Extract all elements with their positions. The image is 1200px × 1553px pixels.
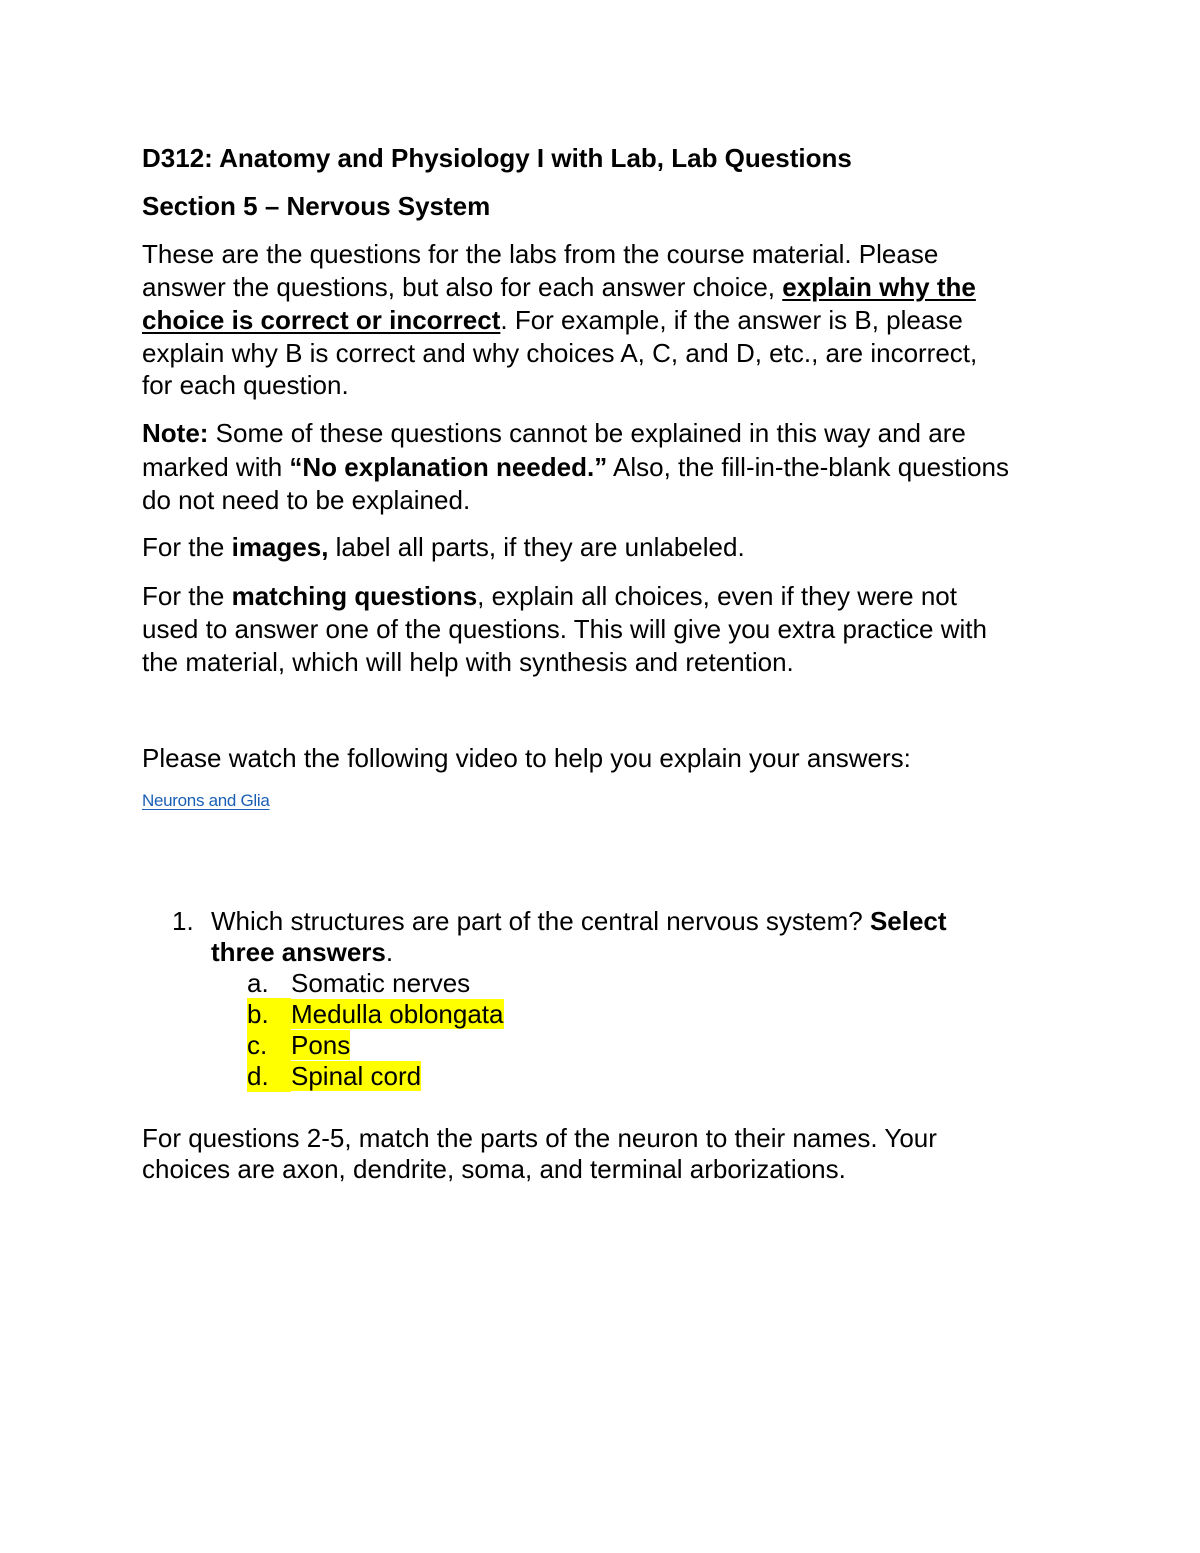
images-note [142,531,745,563]
option-c-letter: c. [247,1029,291,1061]
video-link[interactable]: Neurons and Glia [142,791,270,810]
note-emphasis: “No explanation needed.” [289,452,608,482]
video-prompt: Please watch the following video to help you explain your answers: [142,743,911,773]
images-note-emphasis: images, [231,532,329,562]
option-b-letter: b. [247,998,291,1030]
intro-line-4: explain why B is correct and why choices A, C, and D, etc., are incorrect, [142,338,978,368]
document-title: D312: Anatomy and Physiology I with Lab, Lab Questions [142,143,852,173]
note-line-1-text: Some of these questions cannot be explained in this way and are [208,418,966,448]
question-1-instruction-1: Select [869,906,947,936]
matching-intro-line-2: choices are axon, dendrite, soma, and terminal arborizations. [142,1154,846,1184]
matching-note-line-2: used to answer one of the questions. This will give you extra practice with [142,614,987,644]
intro-line-3-text: . For example, if the answer is B, please [500,305,963,335]
option-a-text: Somatic nerves [291,968,471,998]
intro-emphasis-2: choice is correct or incorrect [142,305,501,335]
matching-note-emphasis: matching questions [231,581,478,611]
option-c [247,1029,350,1061]
option-b-text: Medulla oblongata [291,999,504,1029]
option-d-text: Spinal cord [291,1061,422,1091]
note-line-1 [142,417,966,449]
option-a-letter: a. [247,968,269,998]
images-note-pre: For the [142,532,232,562]
intro-line-5: for each question. [142,370,349,400]
matching-note-line-1-post: , explain all choices, even if they were not [477,581,957,611]
intro-line-1: These are the questions for the labs from the course material. Please [142,239,939,269]
option-a [247,967,470,999]
note-line-2-post: Also, the fill-in-the-blank questions [607,452,1009,482]
note-line-3: do not need to be explained. [142,485,471,515]
option-c-text: Pons [291,1030,351,1060]
option-b [247,998,504,1030]
intro-emphasis-1: explain why the [782,272,976,302]
matching-note-line-1 [142,580,957,612]
question-1-instruction-2: three answers [211,937,386,967]
question-1-line-2 [211,936,393,968]
section-heading: Section 5 – Nervous System [142,191,491,221]
option-d [247,1060,421,1092]
question-1-number: 1. [172,906,194,936]
intro-line-2-text: answer the questions, but also for each answer choice, [142,272,783,302]
intro-line-2 [142,271,976,303]
note-line-2 [142,451,1009,483]
matching-note-pre: For the [142,581,232,611]
note-label: Note: [142,418,209,448]
option-d-letter: d. [247,1060,291,1092]
question-1-line-2-post: . [385,937,394,967]
images-note-post: label all parts, if they are unlabeled. [328,532,745,562]
note-line-2-pre: marked with [142,452,290,482]
question-1-text: Which structures are part of the central nervous system? [211,906,870,936]
matching-note-line-3: the material, which will help with synthesis and retention. [142,647,794,677]
question-1-line-1 [211,905,947,937]
matching-intro-line-1: For questions 2-5, match the parts of the neuron to their names. Your [142,1123,937,1153]
intro-line-3 [142,304,963,336]
